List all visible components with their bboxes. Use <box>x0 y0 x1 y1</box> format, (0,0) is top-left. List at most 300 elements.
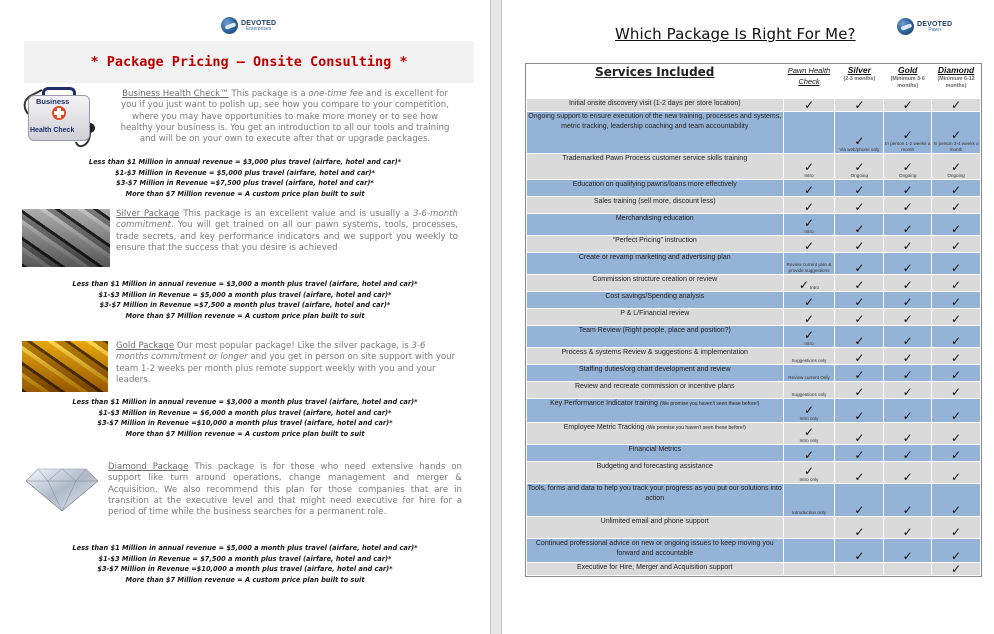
service-label: Budgeting and forecasting assistance <box>596 463 713 470</box>
package-cell <box>884 99 932 112</box>
table-row <box>527 275 981 292</box>
checkmark-icon: ✓ <box>854 183 865 197</box>
package-cell <box>835 292 884 309</box>
price-line: $3-$7 Million in Revenue =$10,000 a month plus travel (airfare, hotel and car)* <box>97 419 393 428</box>
checkmark-icon: ✓ <box>902 409 913 423</box>
package-cell <box>884 539 932 563</box>
package-cell <box>932 382 981 399</box>
service-cell <box>527 197 784 214</box>
service-label: Team Review (Right people, place and position?) <box>578 327 731 334</box>
package-cell <box>835 445 884 462</box>
service-label: P & L/Financial review <box>620 310 690 317</box>
package-cell <box>884 112 932 154</box>
desc-text: and you get in person on site support with your team 1-2 weeks per month plus remote support weekly with you and your leaders. <box>116 352 456 385</box>
package-cell <box>932 563 981 576</box>
checkmark-icon: ✓ <box>902 385 913 399</box>
checkmark-icon: ✓ <box>854 295 865 309</box>
silver-bars-image <box>22 209 110 267</box>
checkmark-icon: ✓ <box>951 183 962 197</box>
desc-emphasis: one-time fee <box>308 89 364 99</box>
cell-note: Intro <box>804 229 814 234</box>
checkmark-icon: ✓ <box>854 334 865 348</box>
cell-note: Ongoing <box>850 173 869 178</box>
column-header-health-check <box>783 65 835 99</box>
service-cell <box>527 326 784 348</box>
package-cell <box>884 365 932 382</box>
checkmark-icon: ✓ <box>951 368 962 382</box>
logo-name: DEVOTED <box>241 19 277 27</box>
package-cell <box>835 214 884 236</box>
services-included-header: Services Included <box>527 65 784 99</box>
package-description-silver <box>116 209 458 254</box>
checkmark-icon: ✓ <box>803 448 814 462</box>
table-row <box>527 348 981 365</box>
package-cell <box>783 197 835 214</box>
package-cell <box>884 292 932 309</box>
checkmark-icon: ✓ <box>854 409 865 423</box>
service-cell <box>527 99 784 112</box>
package-cell <box>835 309 884 326</box>
checkmark-icon: ✓ <box>902 261 913 275</box>
service-label: Financial Metrics <box>628 446 682 453</box>
column-header-gold <box>884 65 932 99</box>
checkmark-icon: ✓ <box>951 98 962 112</box>
service-cell <box>527 253 784 275</box>
price-line: $1-$3 Million in Revenue = $5,000 a month plus travel (airfare, hotel and car)* <box>98 290 392 299</box>
package-cell <box>884 484 932 517</box>
logo-name: DEVOTED <box>917 20 953 28</box>
package-description-health-check <box>115 89 455 145</box>
service-label: Staffing duties/org chart development and review <box>578 366 731 373</box>
service-label: Executive for Hire, Merger and Acquisition support <box>576 564 733 571</box>
price-line: $3-$7 Million in Revenue =$7,500 a month plus travel (airfare, hotel and car)* <box>99 301 391 310</box>
checkmark-icon: ✓ <box>902 525 913 539</box>
handshake-globe-icon <box>897 18 914 35</box>
price-list-health-check <box>0 157 490 199</box>
price-list-diamond <box>0 543 490 585</box>
price-line: Less than $1 Million in annual revenue = $5,000 a month plus travel (airfare, hotel and car)* <box>72 544 418 552</box>
desc-text: This package is for those who need extensive hands on support like turn around operations, change management and merger & Acquisition. We also recommend this plan for those companies that are in transition at the executive level and that might need executive for hire for a period of time while the business searches for a permanent role. <box>108 462 462 518</box>
table-row <box>527 484 981 517</box>
package-cell <box>932 275 981 292</box>
column-name: Diamond <box>937 65 975 75</box>
service-label: Process & systems Review & suggestions & implementation <box>561 349 748 356</box>
checkmark-icon: ✓ <box>951 351 962 365</box>
package-cell <box>783 517 835 539</box>
table-row <box>527 517 981 539</box>
package-cell <box>783 365 835 382</box>
package-cell <box>884 382 932 399</box>
checkmark-icon: ✓ <box>902 448 913 462</box>
checkmark-icon: ✓ <box>803 200 814 214</box>
checkmark-icon: ✓ <box>854 368 865 382</box>
checkmark-icon: ✓ <box>803 328 814 342</box>
service-note: (We promise you haven't seen these before!) <box>659 401 760 407</box>
checkmark-icon: ✓ <box>854 160 865 174</box>
package-cell <box>835 539 884 563</box>
logo-sub: Enterprises <box>245 25 272 32</box>
table-row <box>527 236 981 253</box>
table-row <box>527 253 981 275</box>
checkmark-icon: ✓ <box>854 134 865 148</box>
cell-note: Ongoing <box>947 173 965 178</box>
checkmark-icon: ✓ <box>803 403 814 417</box>
service-label: Cost savings/Spending analysis <box>605 293 705 300</box>
checkmark-icon: ✓ <box>854 525 865 539</box>
service-label: Review and recreate commission or incentive plans <box>574 383 735 390</box>
package-cell <box>835 365 884 382</box>
package-cell <box>835 399 884 423</box>
package-cell <box>783 539 835 563</box>
package-cell <box>835 382 884 399</box>
page-title-banner <box>24 41 474 83</box>
checkmark-icon: ✓ <box>854 278 865 292</box>
checkmark-icon: ✓ <box>803 160 814 174</box>
checkmark-icon: ✓ <box>951 200 962 214</box>
service-label: Trademarked Pawn Process customer service skills training <box>562 155 748 162</box>
comparison-page <box>502 0 994 634</box>
package-cell <box>884 253 932 275</box>
package-cell <box>835 275 884 292</box>
service-cell <box>527 382 784 399</box>
diamond-image <box>24 463 100 513</box>
checkmark-icon: ✓ <box>902 183 913 197</box>
table-row <box>527 214 981 236</box>
column-name: Gold <box>898 65 918 75</box>
package-cell <box>783 563 835 576</box>
handshake-globe-icon <box>221 17 238 34</box>
service-label: Initial onsite discovery visit (1-2 days per store location) <box>568 100 741 107</box>
desc-text: This package is an excellent value and is usually a <box>179 209 413 219</box>
price-list-gold <box>0 397 490 439</box>
checkmark-icon: ✓ <box>951 278 962 292</box>
package-name: Gold Package <box>116 341 175 351</box>
package-cell <box>884 399 932 423</box>
checkmark-icon: ✓ <box>951 160 962 174</box>
package-cell <box>835 236 884 253</box>
checkmark-icon: ✓ <box>803 216 814 230</box>
checkmark-icon: ✓ <box>951 562 962 576</box>
checkmark-icon: ✓ <box>951 295 962 309</box>
service-label: Unlimited email and phone support <box>600 518 709 525</box>
package-cell <box>884 517 932 539</box>
package-cell <box>783 445 835 462</box>
service-cell <box>527 180 784 197</box>
service-cell <box>527 236 784 253</box>
price-line: Less than $1 Million in annual revenue = $3,000 plus travel (airfare, hotel and car)* <box>88 158 402 166</box>
price-line: Less than $1 Million in annual revenue = $3,000 a month plus travel (airfare, hotel and car)* <box>72 398 418 406</box>
cell-note: Intro <box>804 341 814 346</box>
package-cell <box>783 309 835 326</box>
checkmark-icon: ✓ <box>854 239 865 253</box>
checkmark-icon: ✓ <box>854 222 865 236</box>
desc-text: Our most popular package! Like the silver package, is <box>174 341 412 351</box>
package-cell <box>932 539 981 563</box>
cell-note: Review current Only <box>788 375 830 380</box>
cell-note: Via web/phone only <box>839 147 880 152</box>
service-label: Sales training (sell more, discount less) <box>593 198 716 205</box>
table-row <box>527 180 981 197</box>
table-row <box>527 197 981 214</box>
package-cell <box>932 197 981 214</box>
service-cell <box>527 365 784 382</box>
checkmark-icon: ✓ <box>902 549 913 563</box>
cell-note: In person 3-4 weeks a month <box>933 141 979 152</box>
package-cell <box>835 484 884 517</box>
service-cell <box>527 563 784 576</box>
price-line: More than $7 Million revenue = A custom price plan built to suit <box>125 575 365 584</box>
checkmark-icon: ✓ <box>803 183 814 197</box>
checkmark-icon: ✓ <box>854 200 865 214</box>
package-cell <box>783 326 835 348</box>
package-cell <box>783 99 835 112</box>
health-check-label-1: Business <box>36 97 70 106</box>
package-cell <box>932 326 981 348</box>
price-line: $3-$7 Million in Revenue =$7,500 plus travel (airfare, hotel and car)* <box>116 179 374 188</box>
table-row <box>527 423 981 445</box>
package-cell <box>884 563 932 576</box>
checkmark-icon: ✓ <box>854 261 865 275</box>
cell-note: Introduction only <box>792 510 826 515</box>
package-cell <box>783 292 835 309</box>
package-description-diamond <box>108 462 462 518</box>
cell-note: Intro <box>804 173 814 178</box>
package-cell <box>835 563 884 576</box>
service-cell <box>527 348 784 365</box>
checkmark-icon: ✓ <box>902 222 913 236</box>
package-cell <box>783 253 835 275</box>
service-label: Commission structure creation or review <box>592 276 718 283</box>
cell-note: Suggestions only <box>791 392 827 397</box>
package-description-gold <box>116 341 458 386</box>
package-cell <box>783 484 835 517</box>
package-cell <box>932 253 981 275</box>
checkmark-icon: ✓ <box>951 222 962 236</box>
package-cell <box>884 236 932 253</box>
logo-sub: Pawn <box>928 26 941 33</box>
package-cell <box>932 309 981 326</box>
package-cell <box>835 154 884 180</box>
checkmark-icon: ✓ <box>951 503 962 517</box>
package-cell <box>783 399 835 423</box>
package-cell <box>783 462 835 484</box>
package-cell <box>835 423 884 445</box>
package-cell <box>884 214 932 236</box>
checkmark-icon: ✓ <box>902 278 913 292</box>
checkmark-icon: ✓ <box>803 98 814 112</box>
table-row <box>527 292 981 309</box>
service-label: Merchandising education <box>615 215 694 222</box>
price-line: More than $7 Million revenue = A custom price plan built to suit <box>125 311 365 320</box>
checkmark-icon: ✓ <box>902 431 913 445</box>
checkmark-icon: ✓ <box>803 295 814 309</box>
package-cell <box>783 275 835 292</box>
service-cell <box>527 309 784 326</box>
package-cell <box>835 180 884 197</box>
price-line: $3-$7 Million in Revenue =$10,000 a month plus travel (airfare, hotel and car)* <box>97 565 393 574</box>
cell-note: Suggestions only <box>791 358 827 363</box>
medical-cross-icon <box>52 106 66 120</box>
package-cell <box>932 423 981 445</box>
desc-text: and is excellent for you if you just want to polish up, see how you compare to your competition, where you may have opportunities to make more money or to see how healthy your business is. You get an introduction to all our tools and training and will be on your own to execute after that or upgrade packages. <box>120 89 450 145</box>
checkmark-icon: ✓ <box>951 431 962 445</box>
column-name: Pawn Health Check <box>787 66 831 86</box>
price-line: $1-$3 Million in Revenue = $6,000 a month plus travel (airfare, hotel and car)* <box>98 408 392 417</box>
table-row <box>527 399 981 423</box>
checkmark-icon: ✓ <box>803 239 814 253</box>
checkmark-icon: ✓ <box>902 368 913 382</box>
checkmark-icon: ✓ <box>854 385 865 399</box>
checkmark-icon: ✓ <box>902 334 913 348</box>
checkmark-icon: ✓ <box>854 431 865 445</box>
checkmark-icon: ✓ <box>951 385 962 399</box>
package-cell <box>783 214 835 236</box>
package-cell <box>835 326 884 348</box>
package-cell <box>835 112 884 154</box>
checkmark-icon: ✓ <box>902 312 913 326</box>
package-cell <box>932 399 981 423</box>
table-header-row <box>527 65 981 99</box>
checkmark-icon: ✓ <box>854 470 865 484</box>
checkmark-icon: ✓ <box>951 128 962 142</box>
price-line: $1-$3 Million in Revenue = $5,000 plus travel (airfare, hotel and car)* <box>115 168 375 177</box>
package-cell <box>884 445 932 462</box>
column-header-diamond <box>932 65 981 99</box>
service-label: Key Performance Indicator training <box>550 400 658 407</box>
table-row <box>527 309 981 326</box>
package-cell <box>932 462 981 484</box>
package-cell <box>932 517 981 539</box>
package-cell <box>884 326 932 348</box>
table-row <box>527 382 981 399</box>
package-cell <box>835 197 884 214</box>
devoted-enterprises-logo <box>221 17 276 34</box>
package-cell <box>932 236 981 253</box>
package-cell <box>884 275 932 292</box>
service-cell <box>527 517 784 539</box>
table-row <box>527 112 981 154</box>
desc-text: This package is a <box>228 89 309 99</box>
package-cell <box>932 365 981 382</box>
service-label: Continued professional advice on new or ongoing issues to keep moving you forward and accountable <box>535 540 774 557</box>
package-cell <box>783 112 835 154</box>
package-cell <box>884 462 932 484</box>
table-row <box>527 154 981 180</box>
comparison-title: Which Package Is Right For Me? <box>615 25 856 43</box>
package-cell <box>884 423 932 445</box>
checkmark-icon: ✓ <box>951 549 962 563</box>
checkmark-icon: ✓ <box>902 200 913 214</box>
package-cell <box>932 99 981 112</box>
checkmark-icon: ✓ <box>854 351 865 365</box>
service-label: Create or revamp marketing and advertising plan <box>578 254 731 261</box>
table-body <box>527 99 981 576</box>
package-cell <box>835 517 884 539</box>
package-cell <box>783 236 835 253</box>
checkmark-icon: ✓ <box>951 261 962 275</box>
checkmark-icon: ✓ <box>951 239 962 253</box>
checkmark-icon: ✓ <box>902 503 913 517</box>
page-divider <box>490 0 502 634</box>
price-list-silver <box>0 279 490 321</box>
package-cell <box>783 154 835 180</box>
checkmark-icon: ✓ <box>902 98 913 112</box>
table-row <box>527 563 981 576</box>
cell-note: Review current plan & provide suggestions <box>786 262 832 273</box>
checkmark-icon: ✓ <box>951 448 962 462</box>
package-cell <box>932 348 981 365</box>
column-header-silver <box>835 65 884 99</box>
package-cell <box>932 214 981 236</box>
service-label: Tools, forms and data to help you track your progress as you put our solutions into action <box>527 485 782 502</box>
checkmark-icon: ✓ <box>803 425 814 439</box>
service-cell <box>527 292 784 309</box>
cell-note: Intro <box>809 285 820 290</box>
package-cell <box>884 309 932 326</box>
table-row <box>527 539 981 563</box>
cell-note: Intro only <box>799 438 819 443</box>
health-check-label-2: Health Check <box>30 127 75 134</box>
cell-note: Intro only <box>799 477 819 482</box>
desc-text: . You will get trained on all our pawn systems, tools, processes, trade secrets, and key performance indicators and we support you weekly to ensure that the success that you desire is achieved <box>116 220 458 253</box>
service-cell <box>527 214 784 236</box>
table-row <box>527 326 981 348</box>
package-name: Business Health Check™ <box>122 89 229 99</box>
service-cell <box>527 399 784 423</box>
package-cell <box>932 484 981 517</box>
checkmark-icon: ✓ <box>951 334 962 348</box>
checkmark-icon: ✓ <box>951 312 962 326</box>
service-cell <box>527 462 784 484</box>
package-cell <box>932 445 981 462</box>
service-cell <box>527 423 784 445</box>
checkmark-icon: ✓ <box>854 503 865 517</box>
checkmark-icon: ✓ <box>902 351 913 365</box>
package-cell <box>835 99 884 112</box>
service-cell <box>527 484 784 517</box>
checkmark-icon: ✓ <box>951 470 962 484</box>
checkmark-icon: ✓ <box>951 409 962 423</box>
package-cell <box>884 154 932 180</box>
package-cell <box>835 462 884 484</box>
service-cell <box>527 154 784 180</box>
service-cell <box>527 539 784 563</box>
checkmark-icon: ✓ <box>798 278 809 292</box>
column-duration: (2-3 months) <box>843 76 876 82</box>
package-cell <box>783 382 835 399</box>
checkmark-icon: ✓ <box>803 464 814 478</box>
package-cell <box>783 348 835 365</box>
package-cell <box>783 423 835 445</box>
devoted-pawn-logo <box>897 18 952 35</box>
price-line: More than $7 Million revenue = A custom price plan built to suit <box>125 429 365 438</box>
package-cell <box>932 292 981 309</box>
services-comparison-table <box>526 64 981 576</box>
checkmark-icon: ✓ <box>902 470 913 484</box>
desc-emphasis: 3-6-month commitment <box>116 209 458 231</box>
price-line: Less than $1 Million in annual revenue = $3,000 a month plus travel (airfare, hotel and car)* <box>72 280 418 288</box>
desc-emphasis: 3-6 months commitment or longer <box>116 341 426 363</box>
package-cell <box>835 253 884 275</box>
checkmark-icon: ✓ <box>902 160 913 174</box>
service-cell <box>527 275 784 292</box>
checkmark-icon: ✓ <box>854 549 865 563</box>
price-line: More than $7 Million revenue = A custom price plan built to suit <box>125 189 365 198</box>
package-cell <box>884 348 932 365</box>
cell-note: Ongoing <box>899 173 917 178</box>
service-cell <box>527 445 784 462</box>
checkmark-icon: ✓ <box>902 295 913 309</box>
